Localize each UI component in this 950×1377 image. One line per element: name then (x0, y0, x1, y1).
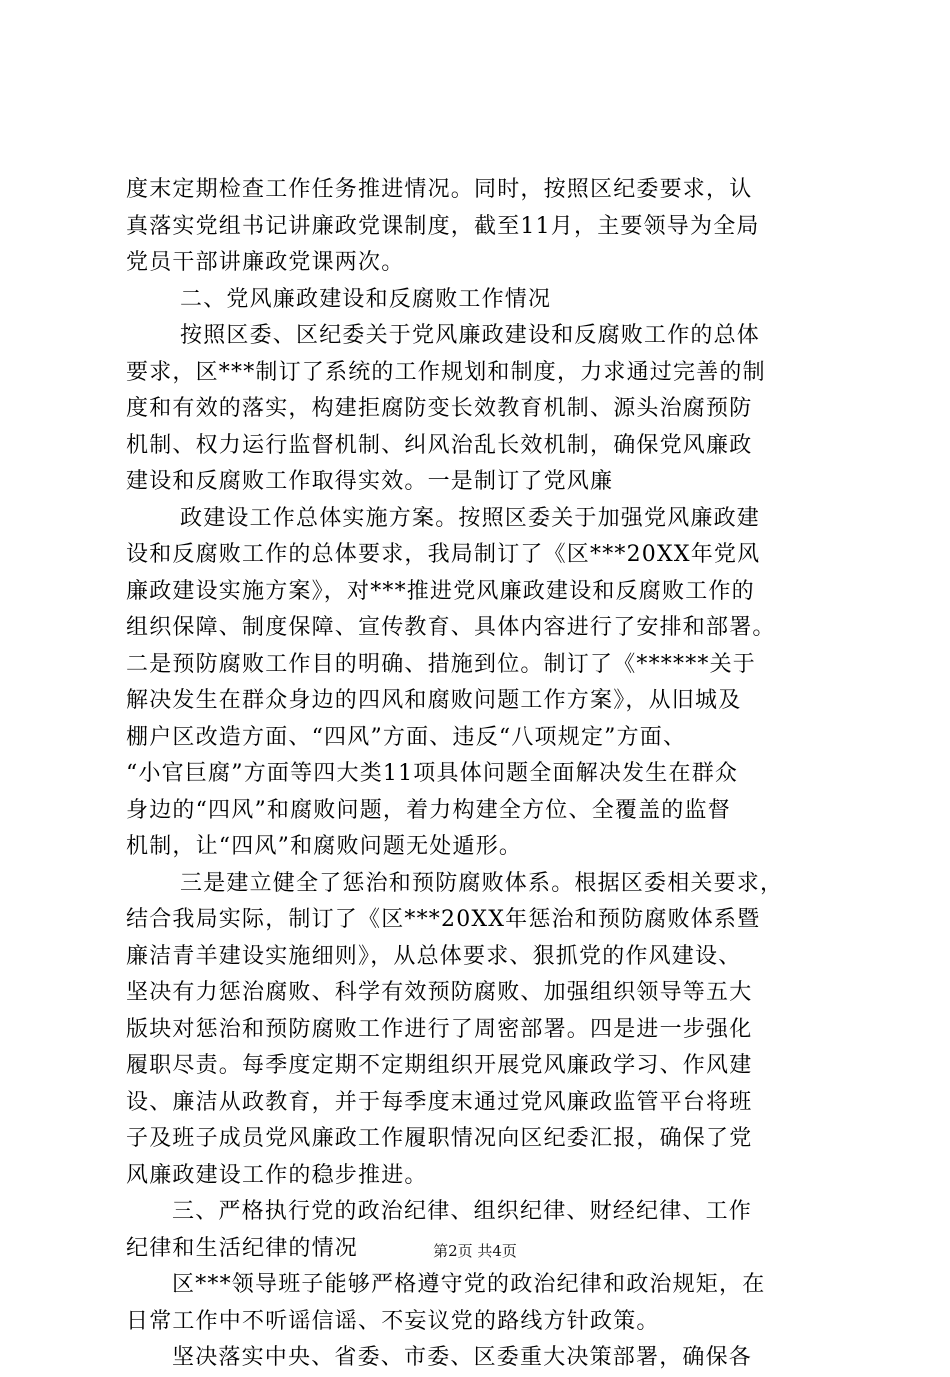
text-line: 区***领导班子能够严格遵守党的政治纪律和政治规矩，在 (172, 1272, 766, 1297)
text-line: 真落实党组书记讲廉政党课制度，截至11月，主要领导为全局 (126, 213, 760, 239)
text-line: 组织保障、制度保障、宣传教育、具体内容进行了安排和部署。 (126, 615, 776, 640)
text-line: 日常工作中不听谣信谣、不妄议党的路线方针政策。 (126, 1308, 660, 1334)
text-line: 坚决落实中央、省委、市委、区委重大决策部署，确保各 (172, 1345, 753, 1370)
text-line: 风廉政建设工作的稳步推进。 (126, 1162, 428, 1188)
text-line: 二是预防腐败工作目的明确、措施到位。制订了《******关于 (126, 651, 757, 677)
text-line: 子及班子成员党风廉政工作履职情况向区纪委汇报，确保了党 (126, 1126, 753, 1151)
text-line: 机制，让“四风”和腐败问题无处遁形。 (126, 834, 523, 859)
text-line: 建设和反腐败工作取得实效。一是制订了党风廉 (126, 469, 614, 494)
text-line: 坚决有力惩治腐败、科学有效预防腐败、加强组织领导等五大 (126, 980, 753, 1005)
text-line: 履职尽责。每季度定期不定期组织开展党风廉政学习、作风建 (126, 1053, 753, 1078)
text-line: 结合我局实际，制订了《区***20XX年惩治和预防腐败体系暨 (126, 907, 761, 932)
page-number-footer: 第2页 共4页 (433, 1242, 517, 1260)
text-line: 纪律和生活纪律的情况 (126, 1235, 359, 1261)
section-heading: 三、严格执行党的政治纪律、组织纪律、财经纪律、工作 (172, 1199, 753, 1224)
section-heading: 二、党风廉政建设和反腐败工作情况 (180, 286, 552, 312)
text-line: 度和有效的落实，构建拒腐防变长效教育机制、源头治腐预防 (126, 396, 753, 421)
text-line: 棚户区改造方面、“四风”方面、违反“八项规定”方面、 (126, 724, 687, 750)
text-line: 版块对惩治和预防腐败工作进行了周密部署。四是进一步强化 (126, 1016, 753, 1042)
text-line: 设和反腐败工作的总体要求，我局制订了《区***20XX年党风 (126, 542, 761, 567)
text-line: 机制、权力运行监督机制、纠风治乱长效机制，确保党风廉政 (126, 432, 753, 458)
text-line: 要求，区***制订了系统的工作规划和制度，力求通过完善的制 (126, 359, 766, 385)
text-line: “小官巨腐”方面等四大类11项具体问题全面解决发生在群众 (126, 761, 739, 786)
text-line: 廉政建设实施方案》，对***推进党风廉政建设和反腐败工作的 (126, 578, 755, 604)
text-line: 党员干部讲廉政党课两次。 (126, 250, 405, 275)
text-line: 按照区委、区纪委关于党风廉政建设和反腐败工作的总体 (180, 323, 761, 348)
text-line: 廉洁青羊建设实施细则》，从总体要求、狠抓党的作风建设、 (126, 943, 742, 969)
text-line: 身边的“四风”和腐败问题，着力构建全方位、全覆盖的监督 (126, 797, 731, 823)
text-line: 解决发生在群众身边的四风和腐败问题工作方案》，从旧城及 (126, 688, 742, 713)
text-line: 设、廉洁从政教育，并于每季度末通过党风廉政监管平台将班 (126, 1089, 753, 1115)
body-text (126, 172, 836, 1377)
text-line: 度末定期检查工作任务推进情况。同时，按照区纪委要求，认 (126, 177, 753, 202)
text-line: 政建设工作总体实施方案。按照区委关于加强党风廉政建 (180, 505, 761, 531)
text-line: 三是建立健全了惩治和预防腐败体系。根据区委相关要求， (180, 870, 784, 896)
